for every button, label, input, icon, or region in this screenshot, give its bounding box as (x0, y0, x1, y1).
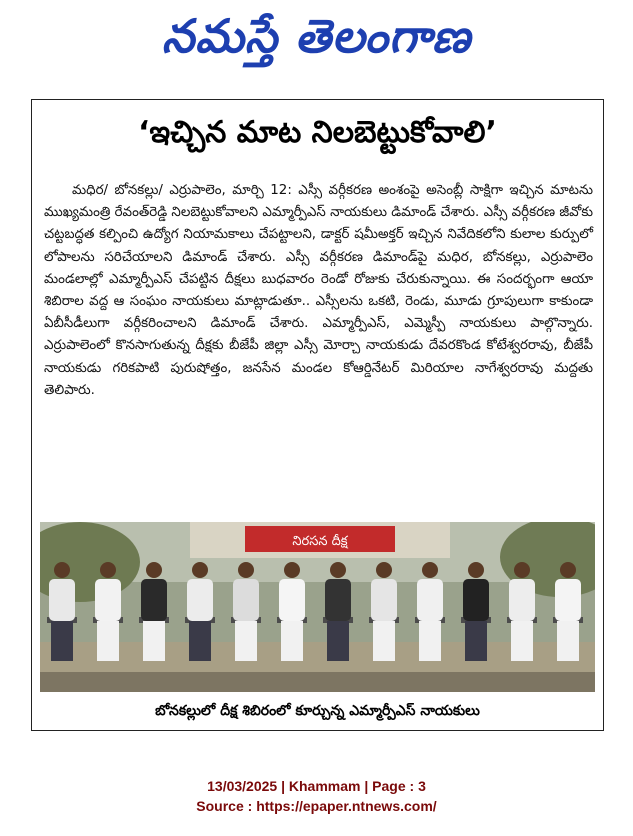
article-clipping (31, 99, 604, 731)
masthead-logo: నమస్తే తెలంగాణ (161, 9, 472, 63)
article-photo (40, 522, 595, 692)
article-paragraph: మధిర/ బోనకల్లు/ ఎర్రుపాలెం, మార్చి 12: ఎస్సీ వర్గీకరణ అంశంపై అసెంబ్లీ సాక్షిగా ఇచ్చిన మాటను ముఖ్యమంత్రి రేవంత్‌రెడ్డి నిలబెట్టుకోవాలని ఎమ్మార్పీఎస్ నాయకులు డిమాండ్ చేశారు. ఎస్సీ వర్గీకరణ జీవోకు చట్టబద్ధత కల్పించి ఉద్యోగ నియామకాలు చేపట్టాలని, డాక్టర్ షమీఅక్తర్ ఇచ్చిన నివేదికలోని కులాల కుర్పులో లోపాలను సరిచేయాలని డిమాండ్ చేశారు. ఎస్సీ వర్గీకరణ డిమాండ్‌పై మధిర, బోనకల్లు, ఎర్రుపాలెం మండలాల్లో ఎమ్మార్పీఎస్ చేపట్టిన దీక్షలు బుధవారం రెండో రోజుకు చేరుకున్నాయి. ఈ సందర్భంగా ఆయా శిబిరాల వద్ద ఆ సంఘం నాయకులు మాట్లాడుతూ.. ఎస్సీలను ఒకటి, రెండు, మూడు గ్రూపులుగా కాకుండా ఏబీసీడీలుగా వర్గీకరించాలని డిమాండ్ చేశారు. ఎమ్మార్పీఎస్, ఎమ్మెస్పీ నాయకులు పాల్గొన్నారు. ఎర్రుపాలెంలో కొనసాగుతున్న దీక్షకు బీజేపీ జిల్లా ఎస్సీ మోర్చా నాయకుడు దేవరకొండ కోటేశ్వరరావు, బీజేపీ నాయకుడు గరికపాటి పురుషోత్తం, జనసేన మండల కోఆర్డినేటర్ మిరియాల నాగేశ్వరరావు మద్దతు తెలిపారు. (44, 183, 593, 398)
article-headline: ‘ఇచ్చిన మాట నిలబెట్టుకోవాలి’ (138, 115, 497, 150)
source-footer (0, 776, 633, 816)
photo-banner-text: నిరసన దీక్ష (292, 534, 348, 549)
footer-date-line: 13/03/2025 | Khammam | Page : 3 (207, 778, 426, 794)
article-body (44, 180, 593, 402)
photo-illustration (40, 522, 595, 692)
footer-source-line: Source : https://epaper.ntnews.com/ (196, 798, 437, 814)
photo-caption: బోనకల్లులో దీక్ష శిబిరంలో కూర్చున్న ఎమ్మార్పీఎస్ నాయకులు (155, 703, 480, 719)
